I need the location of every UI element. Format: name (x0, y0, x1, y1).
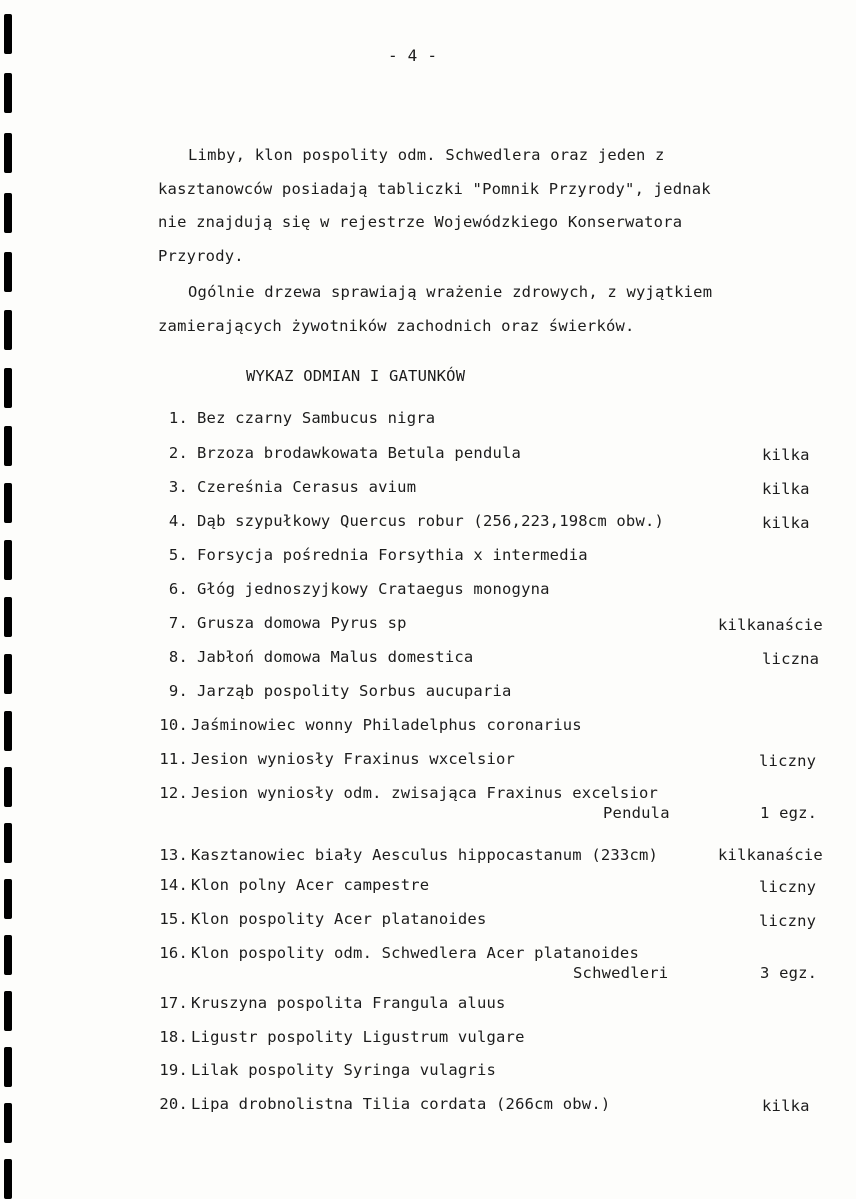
species-number: 19. (159, 1061, 188, 1079)
page-number: - 4 - (388, 46, 438, 65)
species-number: 2. (168, 444, 188, 462)
species-name: Klon pospolity odm. Schwedlera Acer platanoides (191, 944, 639, 962)
species-number: 15. (159, 910, 188, 928)
species-row (0, 682, 856, 716)
species-number: 16. (159, 944, 188, 962)
species-name: Czereśnia Cerasus avium (197, 478, 417, 496)
species-name: Klon pospolity Acer platanoides (191, 910, 487, 928)
species-quantity: kilkanaście (718, 846, 823, 864)
species-number: 9. (168, 682, 188, 700)
species-number: 20. (159, 1095, 188, 1113)
species-number: 10. (159, 716, 188, 734)
species-number: 5. (168, 546, 188, 564)
species-variety-line: Pendula (603, 804, 670, 822)
species-row (0, 580, 856, 614)
species-quantity: kilka (762, 514, 810, 532)
species-number: 7. (168, 614, 188, 632)
species-name: Jesion wyniosły Fraxinus wxcelsior (191, 750, 516, 768)
species-name: Dąb szypułkowy Quercus robur (256,223,198cm obw.) (197, 512, 665, 530)
species-name: Ligustr pospolity Ligustrum vulgare (191, 1028, 525, 1046)
species-name: Forsycja pośrednia Forsythia x intermedia (197, 546, 588, 564)
species-row (0, 648, 856, 682)
species-row (0, 944, 856, 982)
species-name: Jabłoń domowa Malus domestica (197, 648, 474, 666)
paragraph-line: Ogólnie drzewa sprawiają wrażenie zdrowych, z wyjątkiem (188, 283, 713, 301)
species-quantity: 1 egz. (760, 804, 818, 822)
species-row (0, 784, 856, 822)
paragraph-line: kasztanowców posiadają tabliczki "Pomnik Przyrody", jednak (158, 179, 711, 198)
species-name: Kasztanowiec biały Aesculus hippocastanum (233cm) (191, 846, 659, 864)
species-row (0, 1061, 856, 1095)
species-number: 4. (168, 512, 188, 530)
species-row (0, 716, 856, 750)
species-number: 17. (159, 994, 188, 1012)
species-number: 6. (168, 580, 188, 598)
species-name: Jesion wyniosły odm. zwisająca Fraxinus excelsior (191, 784, 659, 802)
species-variety-line: Schwedleri (573, 964, 669, 982)
paragraph-line: Limby, klon pospolity odm. Schwedlera oraz jeden z (188, 146, 665, 164)
species-row (0, 1028, 856, 1062)
species-row (0, 846, 856, 880)
species-number: 13. (159, 846, 188, 864)
species-name: Lilak pospolity Syringa vulagris (191, 1061, 497, 1079)
species-row (0, 910, 856, 944)
paragraph-line: nie znajdują się w rejestrze Wojewódzkiego Konserwatora (158, 213, 683, 231)
species-name: Lipa drobnolistna Tilia cordata (266cm obw.) (191, 1095, 611, 1113)
paragraph-1 (158, 139, 798, 273)
species-name: Bez czarny Sambucus nigra (197, 409, 436, 427)
species-quantity: kilka (762, 480, 810, 498)
species-name: Kruszyna pospolita Frangula aluus (191, 994, 506, 1012)
species-number: 12. (159, 784, 188, 802)
species-row (0, 1095, 856, 1129)
species-quantity: liczny (759, 912, 817, 930)
species-quantity: 3 egz. (760, 964, 818, 982)
species-row (0, 444, 856, 478)
species-number: 14. (159, 876, 188, 894)
species-name: Jaśminowiec wonny Philadelphus coronarius (191, 716, 582, 734)
species-row (0, 750, 856, 784)
species-number: 18. (159, 1028, 188, 1046)
species-quantity: liczna (762, 650, 820, 668)
species-number: 3. (168, 478, 188, 496)
list-heading: WYKAZ ODMIAN I GATUNKÓW (246, 367, 466, 385)
species-number: 11. (159, 750, 188, 768)
species-name: Brzoza brodawkowata Betula pendula (197, 444, 522, 462)
paragraph-line: Przyrody. (158, 246, 244, 265)
species-quantity: liczny (759, 752, 817, 770)
species-row (0, 512, 856, 546)
species-row (0, 994, 856, 1028)
species-name: Jarząb pospolity Sorbus aucuparia (197, 682, 512, 700)
species-row (0, 546, 856, 580)
species-quantity: liczny (759, 878, 817, 896)
species-number: 8. (168, 648, 188, 666)
species-quantity: kilkanaście (718, 616, 823, 634)
species-quantity: kilka (762, 1097, 810, 1115)
species-name: Grusza domowa Pyrus sp (197, 614, 407, 632)
species-row (0, 876, 856, 910)
species-quantity: kilka (762, 446, 810, 464)
paragraph-2 (158, 276, 798, 343)
species-row (0, 614, 856, 648)
paragraph-line: zamierających żywotników zachodnich oraz świerków. (158, 316, 635, 335)
species-row (0, 409, 856, 443)
species-name: Głóg jednoszyjkowy Crataegus monogyna (197, 580, 550, 598)
species-name: Klon polny Acer campestre (191, 876, 430, 894)
species-number: 1. (168, 409, 188, 427)
species-row (0, 478, 856, 512)
